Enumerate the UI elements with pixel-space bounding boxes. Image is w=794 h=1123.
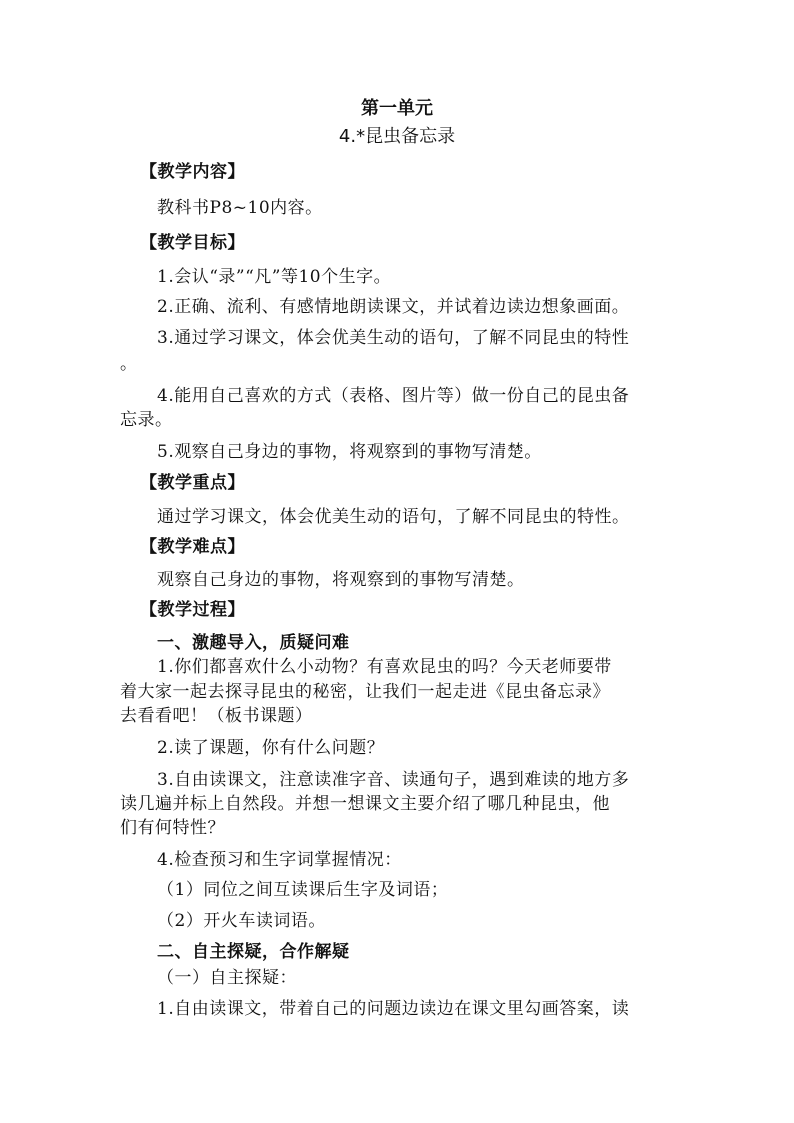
- paragraph-continuation: 忘录。: [120, 410, 173, 430]
- paragraph: 通过学习课文，体会优美生动的语句，了解不同昆虫的特性。: [157, 507, 630, 527]
- paragraph-continuation: 读几遍并标上自然段。并想一想课文主要介绍了哪几种昆虫，他: [120, 794, 610, 814]
- paragraph: 1.你们都喜欢什么小动物？有喜欢昆虫的吗？今天老师要带: [157, 657, 612, 677]
- paragraph: 2.正确、流利、有感情地朗读课文，并试着边读边想象画面。: [157, 297, 630, 317]
- paragraph: 4.检查预习和生字词掌握情况：: [157, 850, 402, 870]
- section-heading: 一、激趣导入，质疑问难: [157, 633, 350, 653]
- paragraph: 2.读了课题，你有什么问题？: [157, 738, 385, 758]
- heading-teaching-goals: 【教学目标】: [140, 233, 245, 253]
- paragraph: 3.自由读课文，注意读准字音、读通句子，遇到难读的地方多: [157, 770, 630, 790]
- paragraph-continuation: 着大家一起去探寻昆虫的秘密，让我们一起走进《昆虫备忘录》: [120, 682, 610, 702]
- sub-section-heading: （一）自主探疑：: [157, 968, 297, 988]
- lesson-title: 4.*昆虫备忘录: [338, 126, 456, 147]
- paragraph: 4.能用自己喜欢的方式（表格、图片等）做一份自己的昆虫备: [157, 386, 630, 406]
- heading-difficult-points: 【教学难点】: [140, 537, 245, 557]
- heading-key-points: 【教学重点】: [140, 473, 245, 493]
- paragraph: 1.会认“录”“凡”等10个生字。: [157, 267, 392, 287]
- heading-teaching-process: 【教学过程】: [140, 600, 245, 620]
- paragraph: 教科书P8~10内容。: [157, 198, 323, 218]
- list-item: （2）开火车读词语。: [157, 911, 326, 931]
- paragraph-continuation: 们有何特性？: [120, 818, 225, 838]
- section-heading: 二、自主探疑，合作解疑: [157, 942, 350, 962]
- paragraph: 1.自由读课文，带着自己的问题边读边在课文里勾画答案，读: [157, 999, 630, 1019]
- list-item: （1）同位之间互读课后生字及词语；: [157, 880, 449, 900]
- heading-teaching-content: 【教学内容】: [140, 162, 245, 182]
- paragraph: 3.通过学习课文，体会优美生动的语句，了解不同昆虫的特性: [157, 328, 630, 348]
- unit-title: 第一单元: [361, 98, 433, 119]
- paragraph: 5.观察自己身边的事物，将观察到的事物写清楚。: [157, 442, 542, 462]
- paragraph-continuation: 。: [120, 354, 138, 374]
- paragraph: 观察自己身边的事物，将观察到的事物写清楚。: [157, 570, 525, 590]
- paragraph-continuation: 去看看吧！（板书课题）: [120, 706, 313, 726]
